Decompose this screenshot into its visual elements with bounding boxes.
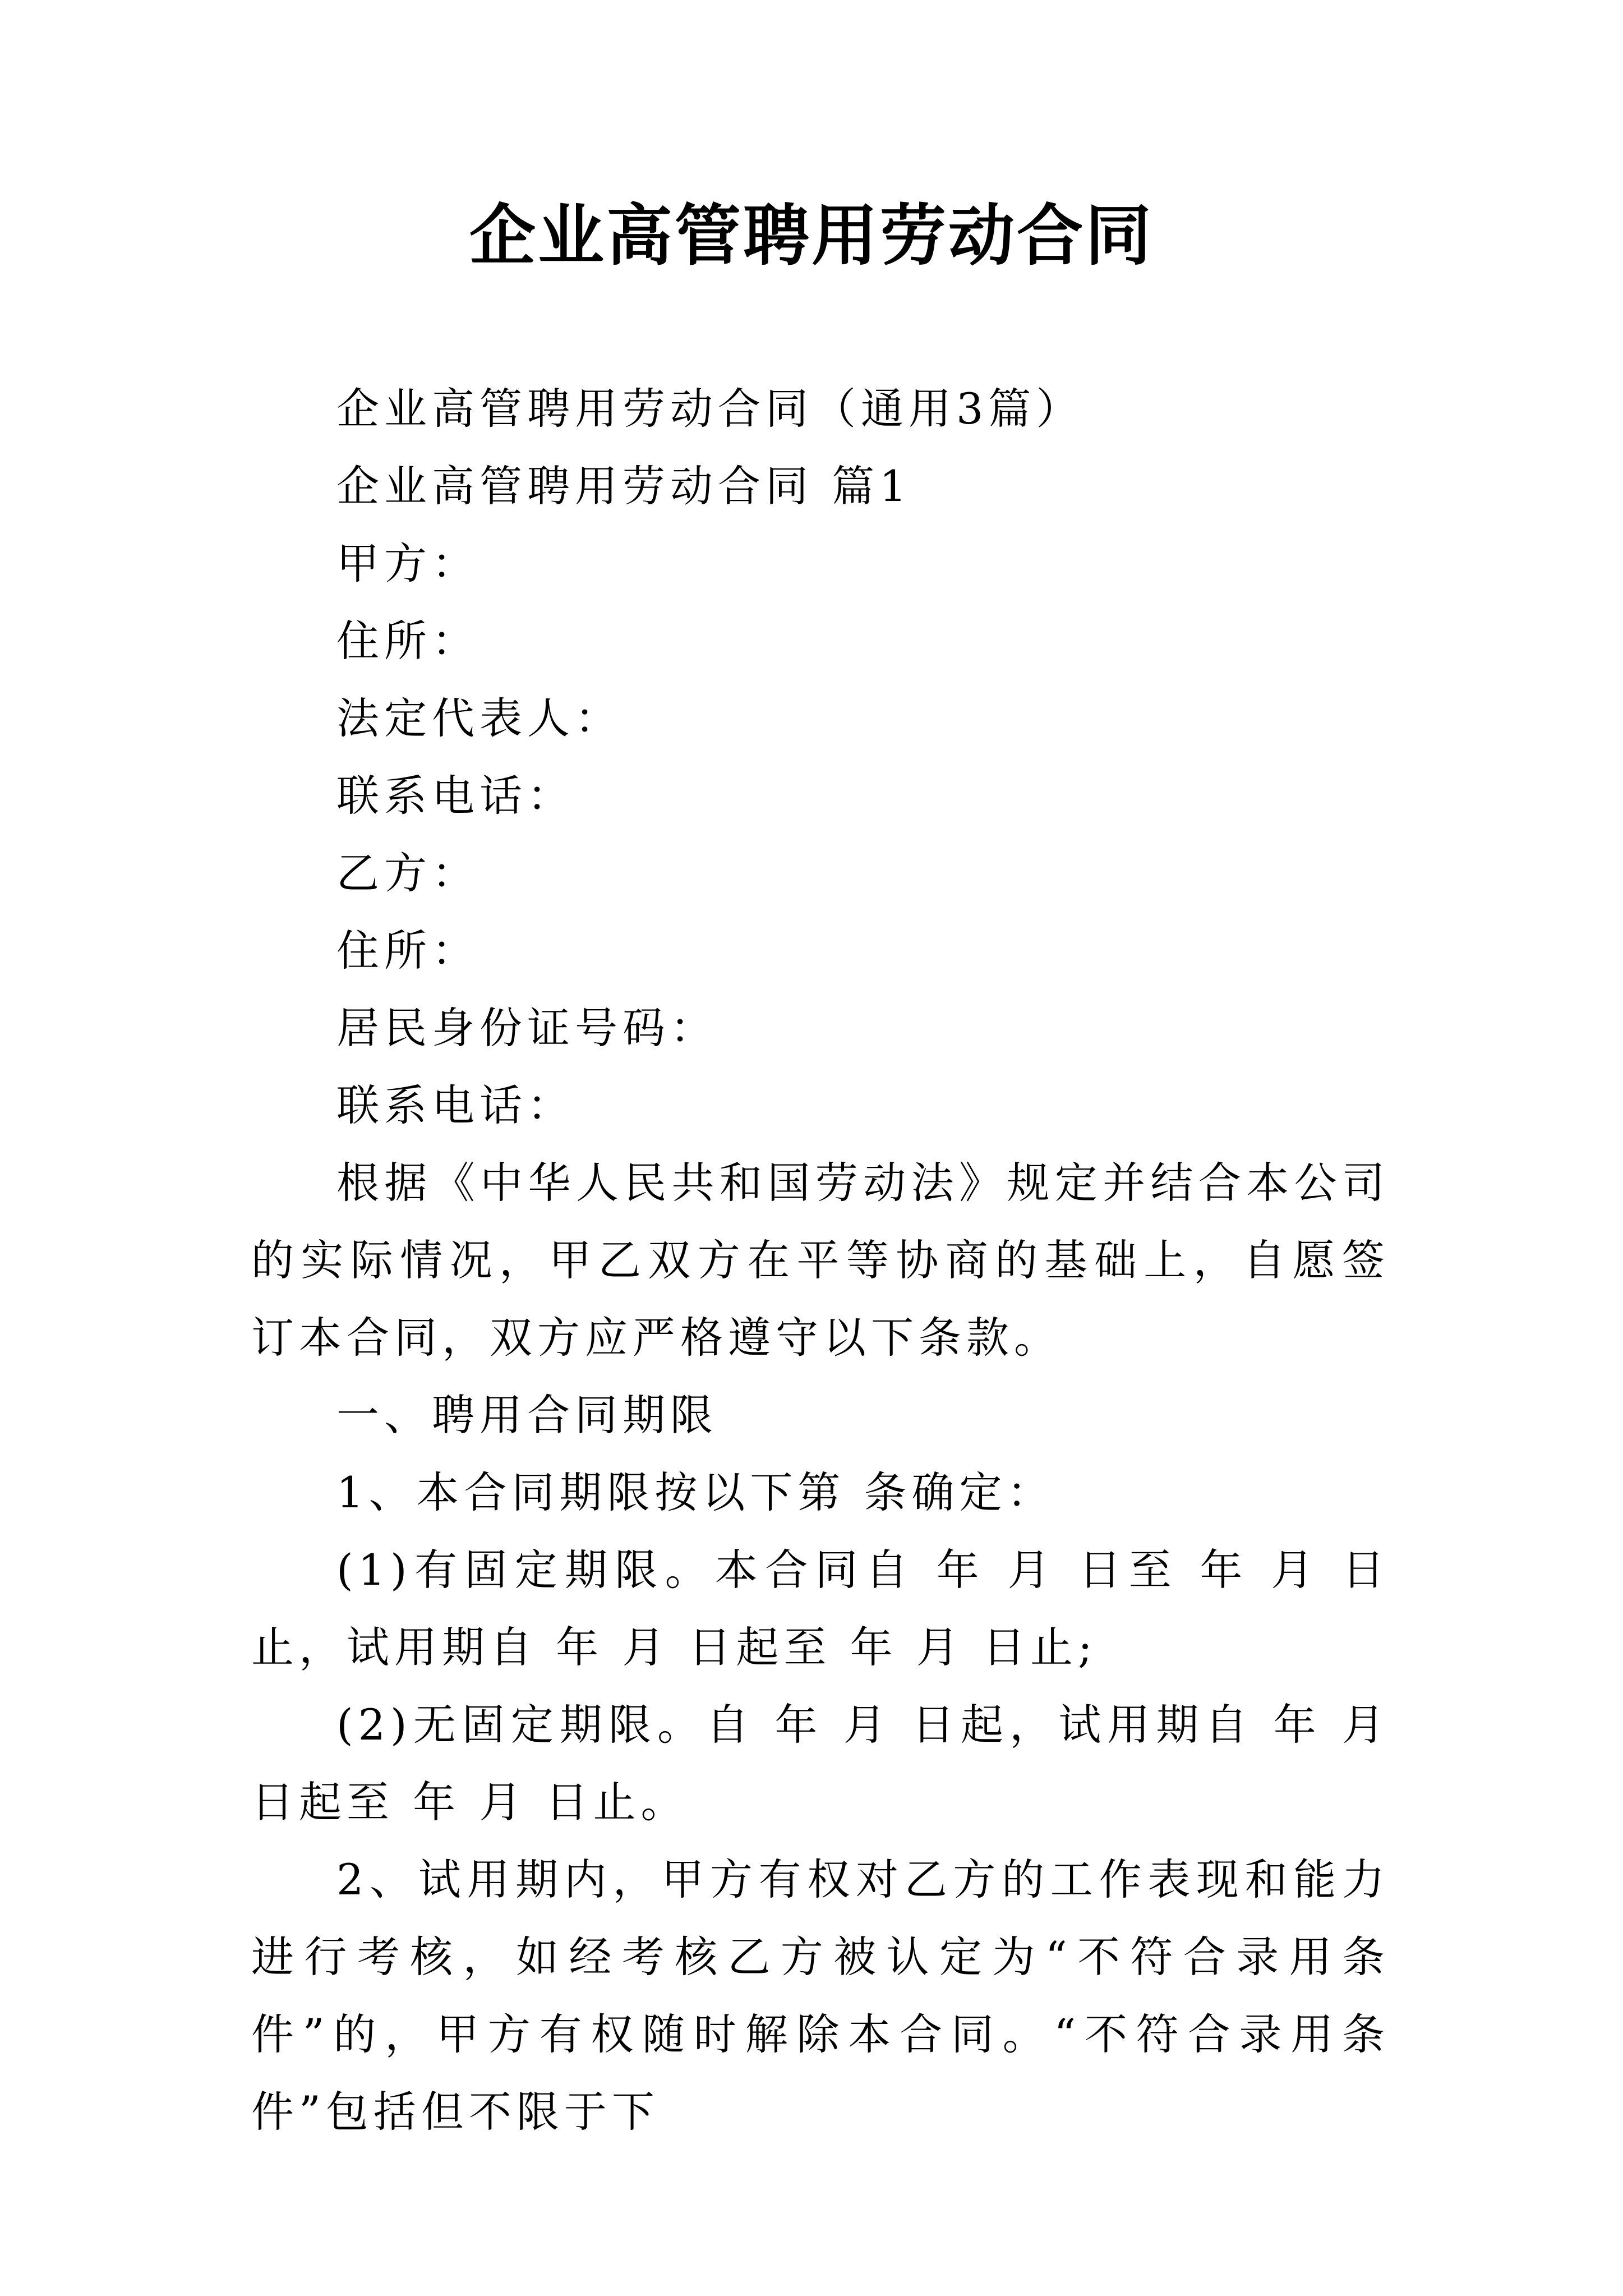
paragraph-probation-clause-2: 2、试用期内，甲方有权对乙方的工作表现和能力进行考核，如经考核乙方被认定为“不符合录用条件”的，甲方有权随时解除本合同。“不符合录用条件”包括但不限于下 — [251, 1855, 1390, 2137]
paragraph-preamble: 根据《中华人民共和国劳动法》规定并结合本公司的实际情况，甲乙双方在平等协商的基础上，自愿签订本合同，双方应严格遵守以下条款。 — [251, 1158, 1390, 1363]
paragraph-party-a: 甲方： — [336, 539, 479, 588]
paragraph-party-b-address: 住所： — [336, 926, 479, 976]
paragraph-section-heading: 企业高管聘用劳动合同 篇1 — [336, 461, 912, 511]
paragraph-id-number: 居民身份证号码： — [336, 1003, 718, 1053]
paragraph-legal-representative: 法定代表人： — [336, 693, 623, 743]
paragraph-party-a-address: 住所： — [336, 616, 479, 666]
paragraph-contract-term-heading: 一、聘用合同期限 — [336, 1390, 718, 1440]
paragraph-party-a-phone: 联系电话： — [336, 771, 575, 821]
document-body — [251, 370, 1390, 2151]
paragraph-open-term: (2)无固定期限。自 年 月 日起，试用期自 年 月 日起至 年 月 日止。 — [251, 1700, 1390, 1827]
document-title: 企业高管聘用劳动合同 — [469, 197, 1154, 274]
paragraph-term-clause-1: 1、本合同期限按以下第 条确定： — [336, 1467, 1055, 1517]
paragraph-party-b: 乙方： — [336, 848, 479, 898]
paragraph-fixed-term: (1)有固定期限。本合同自 年 月 日至 年 月 日止，试用期自 年 月 日起至 年 月 日止; — [251, 1545, 1390, 1672]
paragraph-subtitle: 企业高管聘用劳动合同（通用3篇） — [336, 384, 1084, 434]
paragraph-party-b-phone: 联系电话： — [336, 1080, 575, 1130]
